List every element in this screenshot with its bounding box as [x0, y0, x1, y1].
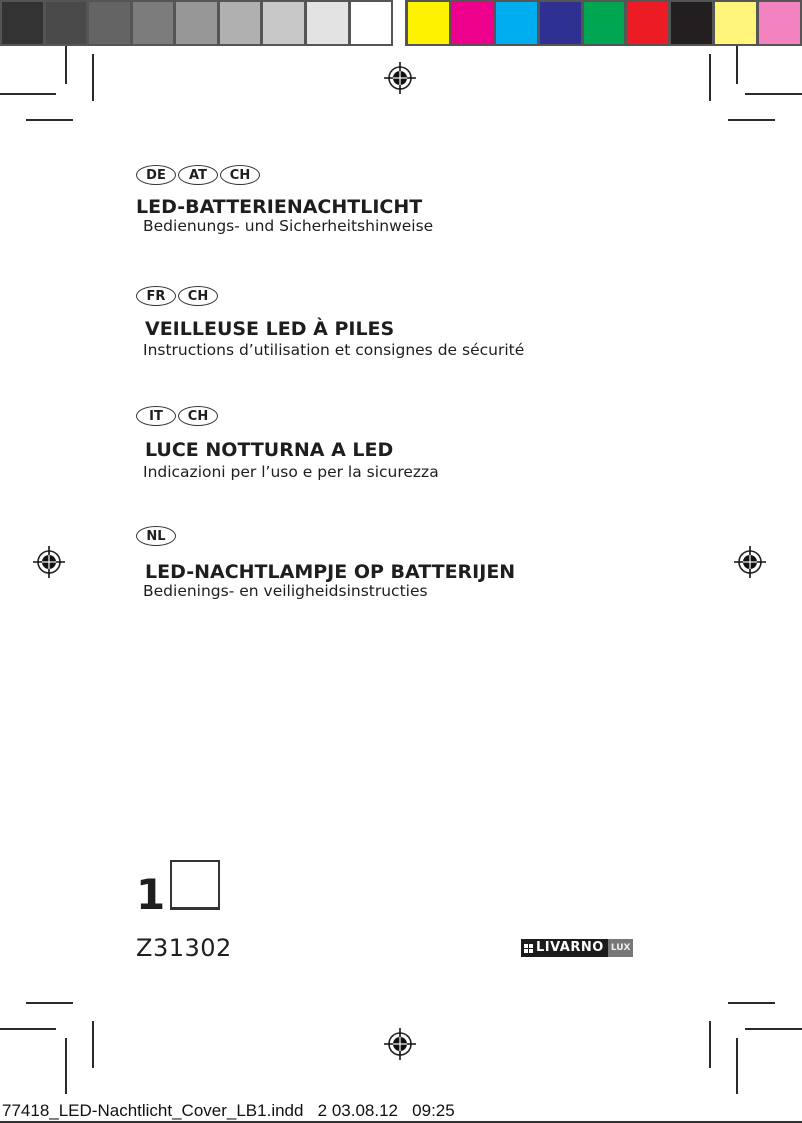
light-yellow-swatch [715, 2, 756, 44]
page-number-box [170, 860, 220, 910]
crop-mark [92, 1021, 94, 1068]
gray-swatch [263, 2, 304, 44]
crop-mark [0, 1028, 56, 1030]
red-swatch [627, 2, 668, 44]
crop-mark [26, 119, 73, 121]
gray-swatch [46, 2, 87, 44]
section-dutch [136, 526, 515, 600]
gray-swatch [133, 2, 174, 44]
black-swatch [671, 2, 712, 44]
crop-mark [745, 93, 802, 95]
gray-swatch [307, 2, 348, 44]
product-title: LED-BATTERIENACHTLICHT [136, 196, 423, 218]
pink-swatch [759, 2, 800, 44]
yellow-swatch [408, 2, 449, 44]
gray-swatch [351, 2, 392, 44]
cyan-swatch [496, 2, 537, 44]
product-subtitle: Bedienungs- und Sicherheitshinweise [143, 217, 434, 235]
section-italian [136, 406, 439, 481]
country-badge: FR [136, 286, 176, 306]
crop-mark [736, 1038, 738, 1094]
brand-mark-icon [524, 944, 533, 953]
gray-swatch [176, 2, 217, 44]
grayscale-color-bar [0, 0, 393, 46]
registration-mark-icon [383, 61, 417, 95]
country-badges [136, 165, 433, 187]
country-badges [136, 406, 439, 428]
process-color-bar [405, 0, 802, 46]
crop-mark [709, 54, 711, 101]
product-subtitle: Bedienings- en veiligheidsinstructies [143, 582, 428, 600]
gray-swatch [89, 2, 130, 44]
country-badge: DE [136, 165, 176, 185]
blue-swatch [540, 2, 581, 44]
page-number: 1 [136, 870, 166, 919]
crop-mark [736, 46, 738, 84]
crop-mark [728, 119, 775, 121]
section-french [136, 286, 524, 359]
section-german [136, 165, 433, 235]
crop-mark [92, 54, 94, 101]
crop-mark [65, 46, 67, 84]
gray-swatch [2, 2, 43, 44]
brand-suffix: LUX [608, 939, 634, 957]
brand-logo-main [521, 939, 608, 957]
registration-mark-icon [733, 545, 767, 579]
crop-mark [745, 1028, 802, 1030]
brand-name: LIVARNO [536, 940, 604, 955]
brand-logo [521, 939, 633, 957]
country-badges [136, 526, 515, 548]
crop-mark [26, 1002, 73, 1004]
country-badge: CH [178, 286, 218, 306]
product-subtitle: Instructions d’utilisation et consignes de sécurité [143, 341, 525, 359]
crop-mark [0, 93, 56, 95]
country-badges [136, 286, 524, 308]
crop-mark [728, 1002, 775, 1004]
country-badge: CH [220, 165, 260, 185]
magenta-swatch [452, 2, 493, 44]
product-subtitle: Indicazioni per l’uso e per la sicurezza [143, 463, 439, 481]
crop-mark [65, 1038, 67, 1094]
green-swatch [584, 2, 625, 44]
country-badge: NL [136, 526, 176, 546]
country-badge: IT [136, 406, 176, 426]
product-title: LUCE NOTTURNA A LED [145, 439, 394, 461]
country-badge: CH [178, 406, 218, 426]
registration-mark-icon [32, 545, 66, 579]
print-slug-line: 77418_LED-Nachtlicht_Cover_LB1.indd 2 03.08.12 09:25 [2, 1101, 455, 1120]
crop-mark [709, 1021, 711, 1068]
product-title: VEILLEUSE LED À PILES [145, 318, 395, 340]
country-badge: AT [178, 165, 218, 185]
registration-mark-icon [383, 1027, 417, 1061]
model-number: Z31302 [136, 934, 232, 962]
product-title: LED-NACHTLAMPJE OP BATTERIJEN [145, 561, 516, 583]
gray-swatch [220, 2, 261, 44]
